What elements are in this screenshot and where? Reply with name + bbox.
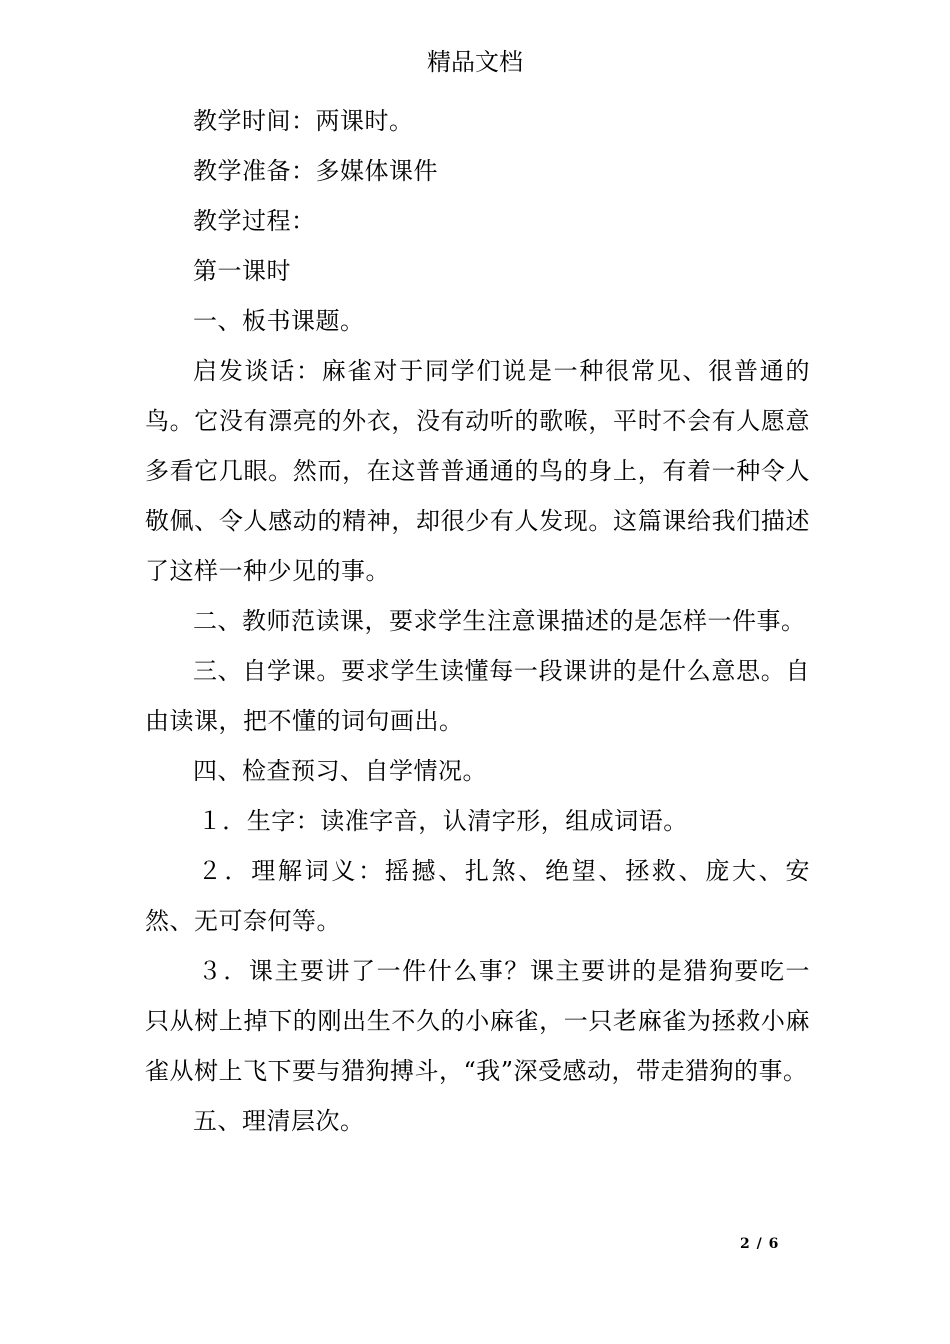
document-body (145, 96, 810, 1146)
paragraph-introduction-talk: 启发谈话：麻雀对于同学们说是一种很常见、很普通的鸟。它没有漂亮的外衣，没有动听的歌喉，平时不会有人愿意多看它几眼。然而，在这普普通通的鸟的身上，有着一种令人敬佩、令人感动的精神，却很少有人发现。这篇课给我们描述了这样一种少见的事。 (145, 357, 810, 585)
paragraph-item-three: ３．课主要讲了一件什么事？课主要讲的是猎狗要吃一只从树上掉下的刚出生不久的小麻雀，一只老麻雀为拯救小麻雀从树上飞下要与猎狗搏斗，“我”深受感动，带走猎狗的事。 (145, 957, 810, 1085)
page-header-title: 精品文档 (427, 48, 523, 76)
paragraph-step-three: 三、自学课。要求学生读懂每一段课讲的是什么意思。自由读课，把不懂的词句画出。 (145, 657, 810, 735)
paragraph-teaching-preparation: 教学准备：多媒体课件 (193, 157, 438, 185)
paragraph-item-one: １．生字：读准字音，认清字形，组成词语。 (197, 807, 688, 835)
paragraph-teaching-process: 教学过程： (193, 207, 316, 235)
paragraph-step-two: 二、教师范读课，要求学生注意课描述的是怎样一件事。 (193, 607, 806, 635)
paragraph-item-two: ２．理解词义：摇撼、扎煞、绝望、拯救、庞大、安然、无可奈何等。 (145, 857, 810, 935)
paragraph-step-four: 四、检查预习、自学情况。 (193, 757, 487, 785)
page-number: 2 / 6 (740, 1236, 780, 1252)
paragraph-step-five: 五、理清层次。 (193, 1107, 365, 1135)
paragraph-first-lesson: 第一课时 (193, 257, 291, 285)
paragraph-teaching-time: 教学时间：两课时。 (193, 107, 414, 135)
paragraph-step-one: 一、板书课题。 (193, 307, 365, 335)
